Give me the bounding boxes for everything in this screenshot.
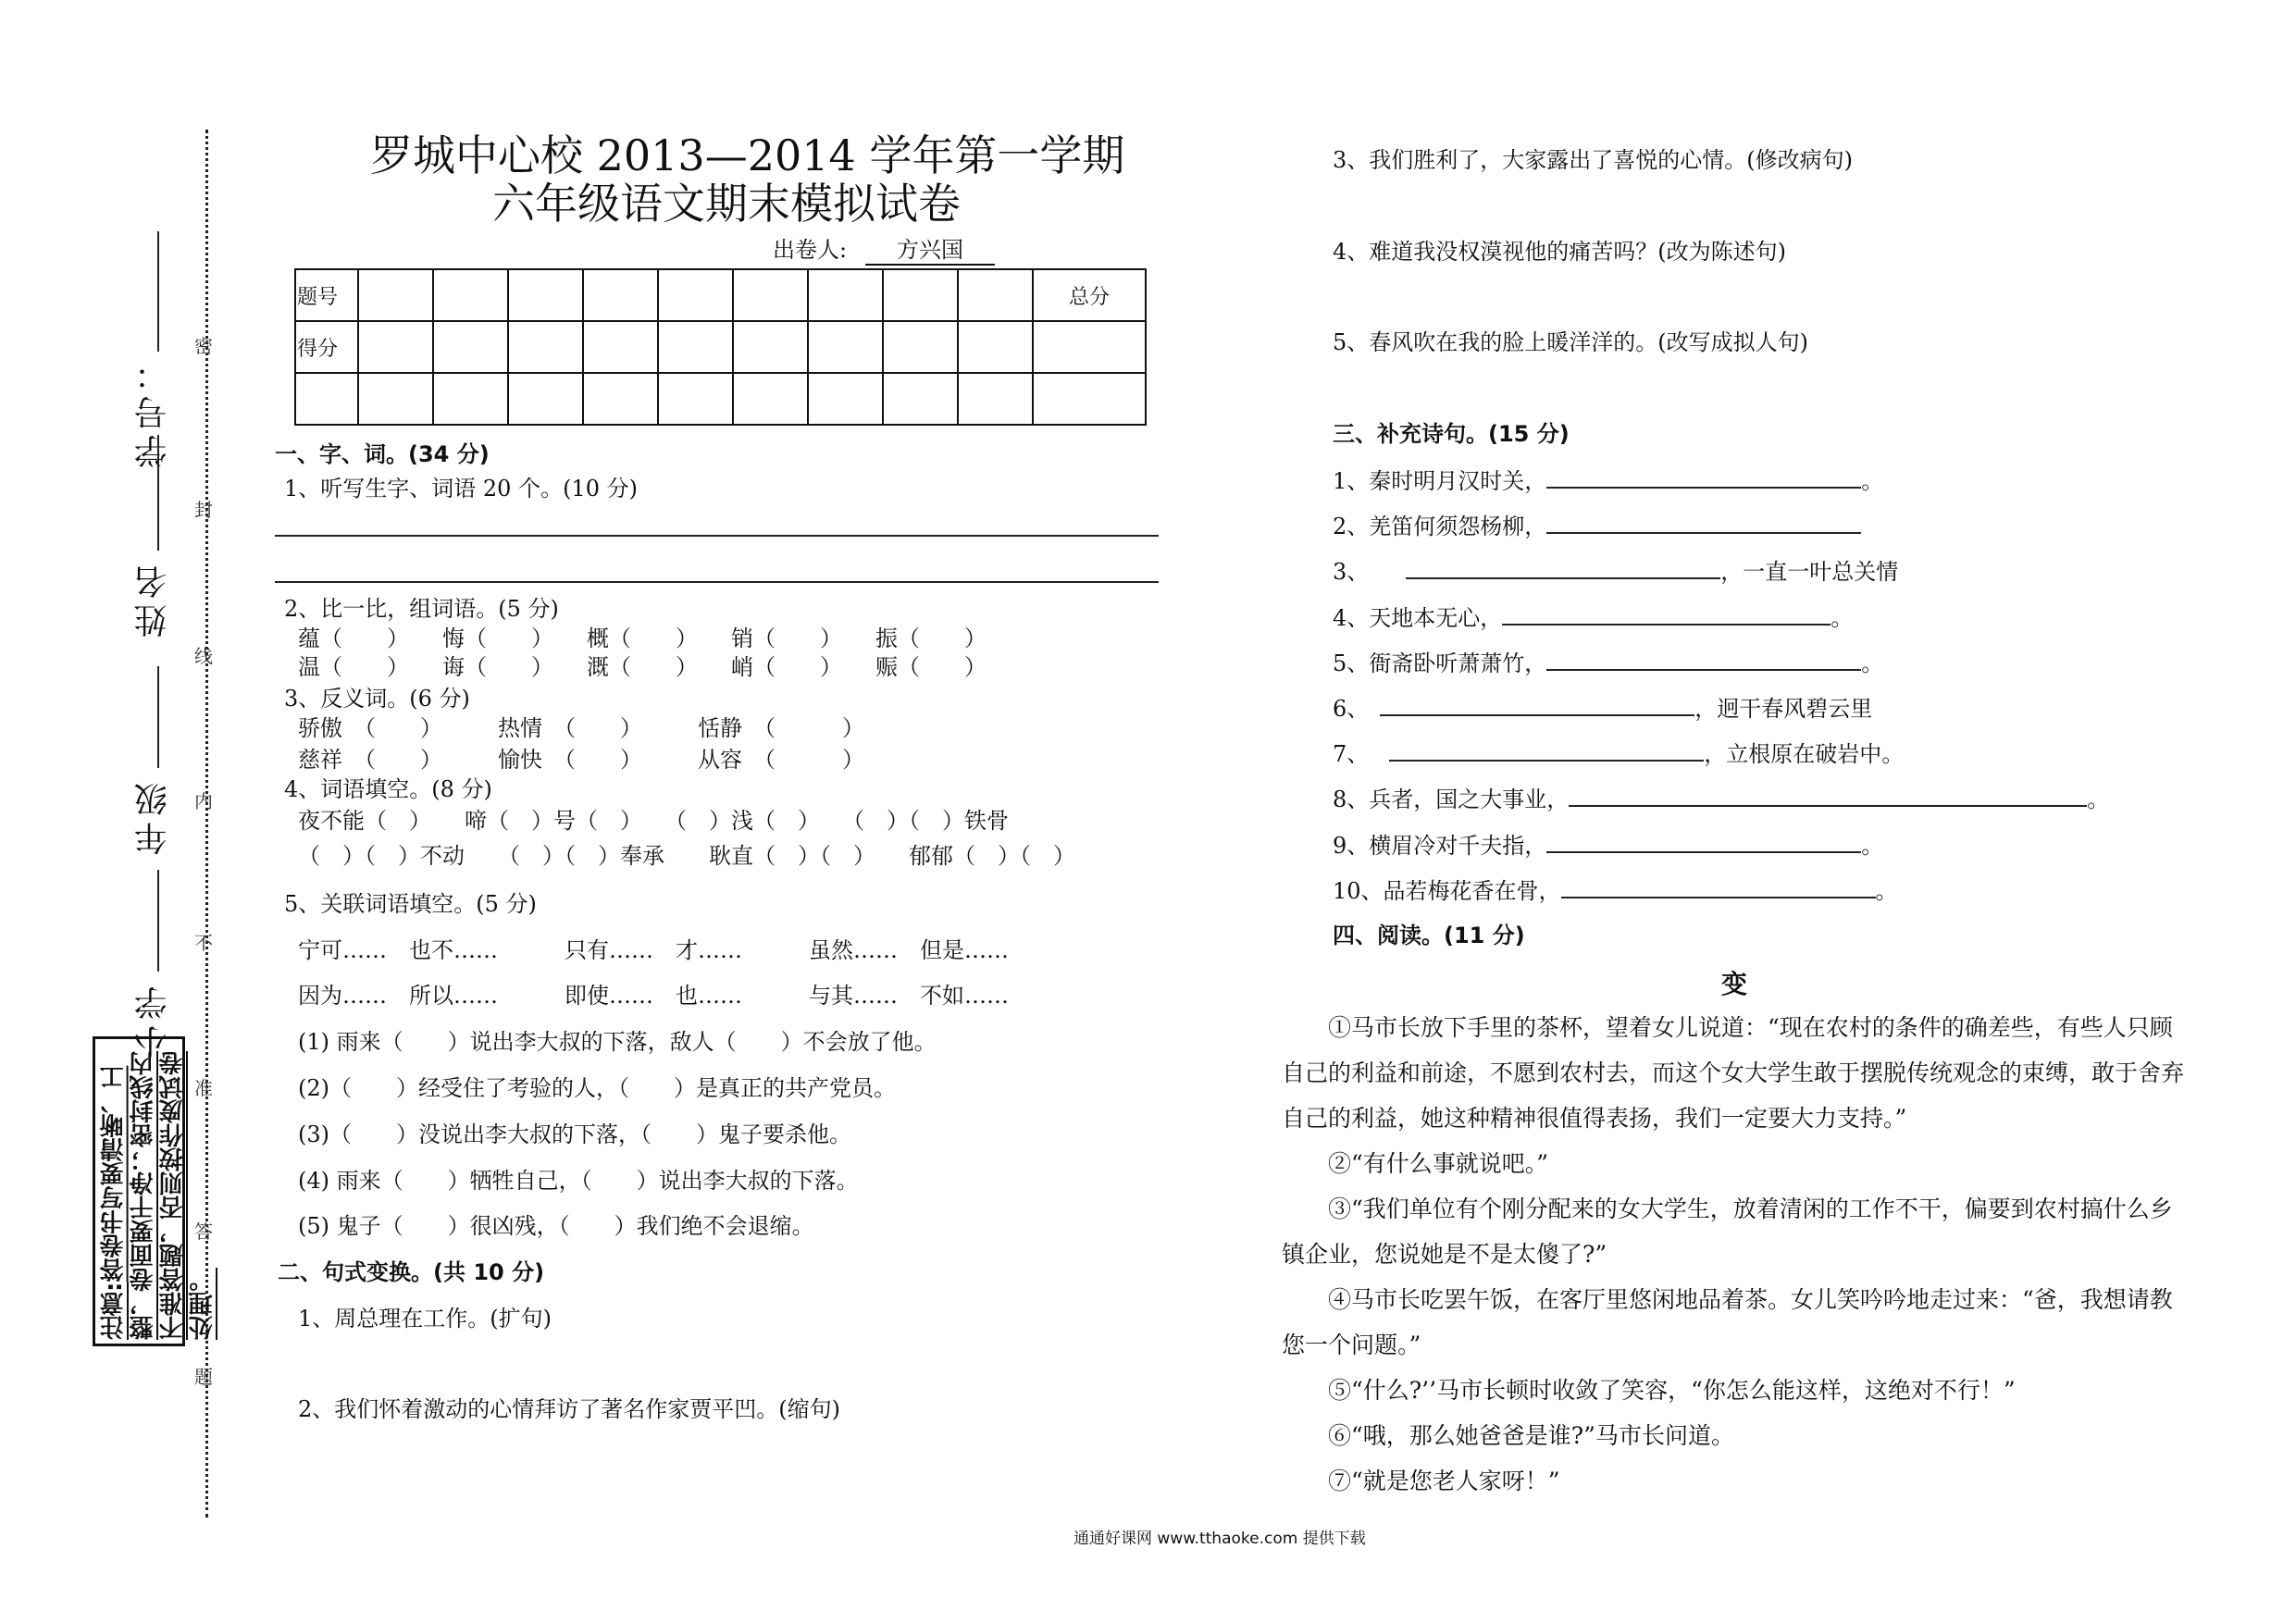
poem-item xyxy=(1333,649,1883,677)
score-cell[interactable] xyxy=(508,373,583,425)
seal-char-4: 内 xyxy=(194,790,213,812)
seal-char-8: 题 xyxy=(194,1366,213,1388)
seal-char-7: 答 xyxy=(194,1220,213,1243)
notice-text: 答卷书写要清晰、工整，卷面要干净；密封线内不准答题，否则按作废试卷处理。 xyxy=(100,1051,217,1340)
score-cell[interactable] xyxy=(433,269,508,321)
dictation-line-2[interactable] xyxy=(275,581,1159,583)
name-line[interactable] xyxy=(157,435,159,551)
score-cell[interactable] xyxy=(658,321,733,373)
poem-post: 。 xyxy=(1831,605,1854,631)
footer-credit: 通通好课网 www.tthaoke.com 提供下载 xyxy=(1074,1530,1366,1548)
poem-blank[interactable] xyxy=(1546,512,1861,534)
poem-blank[interactable] xyxy=(1546,466,1861,489)
score-cell[interactable] xyxy=(433,321,508,373)
score-cell[interactable] xyxy=(358,321,433,373)
poem-post: 。 xyxy=(1875,878,1898,904)
poem-post: ，立根原在破岩中。 xyxy=(1704,741,1905,767)
school-line[interactable] xyxy=(157,870,159,972)
poem-blank[interactable] xyxy=(1406,557,1720,579)
score-table-row2-label: 得分 xyxy=(295,321,358,373)
score-cell[interactable] xyxy=(295,373,358,425)
score-cell[interactable] xyxy=(808,373,883,425)
story-title: 变 xyxy=(1721,969,1748,999)
poem-post: 。 xyxy=(1861,650,1884,676)
poem-post: 。 xyxy=(1861,833,1884,859)
student-id-line[interactable] xyxy=(157,231,159,352)
section1-q3-row1: 骄傲 （ ） 热情 （ ） 恬静 （ ） xyxy=(298,715,864,741)
story-paragraph-4: ④马市长吃罢午饭，在客厅里悠闲地品着茶。女儿笑吟吟地走过来：“爸，我想请教您一个问题。” xyxy=(1282,1286,2173,1358)
poem-blank[interactable] xyxy=(1569,785,2087,807)
poem-item xyxy=(1333,512,1861,540)
poem-blank[interactable] xyxy=(1380,694,1694,716)
poem-post: 。 xyxy=(2087,787,2110,812)
score-cell[interactable] xyxy=(883,321,958,373)
poem-blank[interactable] xyxy=(1561,876,1876,898)
section1-q5-row2: 因为…… 所以…… 即使…… 也…… 与其…… 不如…… xyxy=(298,983,1009,1009)
score-cell[interactable] xyxy=(958,321,1033,373)
score-cell[interactable] xyxy=(958,269,1033,321)
score-cell[interactable] xyxy=(658,269,733,321)
poem-blank[interactable] xyxy=(1389,739,1704,762)
section2-q2: 2、我们怀着激动的心情拜访了著名作家贾平凹。(缩句) xyxy=(298,1396,840,1422)
score-cell[interactable] xyxy=(733,321,808,373)
notice-label: 注意: xyxy=(100,1282,128,1340)
score-cell[interactable] xyxy=(658,373,733,425)
notice-box xyxy=(93,1036,217,1346)
score-cell[interactable] xyxy=(508,321,583,373)
section1-q4-row1: 夜不能（ ） 啼（ ）号（ ） （ ）浅（ ） （ ）（ ）铁骨 xyxy=(298,808,1009,834)
poem-blank[interactable] xyxy=(1546,649,1861,671)
section1-q5-sentence-1: (1) 雨来（ ）说出李大叔的下落，敌人（ ）不会放了他。 xyxy=(298,1029,937,1055)
story-paragraph-5: ⑤“什么?’’马市长顿时收敛了笑容，“你怎么能这样，这绝对不行！” xyxy=(1328,1377,2016,1404)
seal-char-6: 准 xyxy=(194,1077,213,1099)
poem-pre: 4、天地本无心， xyxy=(1333,605,1503,631)
poem-pre: 3、 xyxy=(1333,559,1370,585)
poem-item xyxy=(1333,466,1883,495)
poem-pre: 2、羌笛何须怨杨柳， xyxy=(1333,514,1547,539)
score-table-row1-label: 题号 xyxy=(295,269,358,321)
poem-item xyxy=(1333,831,1883,860)
section1-heading: 一、字、词。(34 分) xyxy=(275,441,490,467)
poem-pre: 7、 xyxy=(1333,741,1370,767)
score-cell[interactable] xyxy=(433,373,508,425)
poem-item xyxy=(1333,694,1872,723)
poem-pre: 10、品若梅花香在骨， xyxy=(1333,878,1561,904)
section1-q4: 4、词语填空。(8 分) xyxy=(284,776,492,802)
poem-pre: 1、秦时明月汉时关， xyxy=(1333,468,1547,494)
exam-title-line2: 六年级语文期末模拟试卷 xyxy=(492,179,961,229)
score-cell[interactable] xyxy=(808,321,883,373)
exam-title-line1: 罗城中心校 2013—2014 学年第一学期 xyxy=(370,130,1125,180)
section1-q4-row2: （ ）（ ）不动 （ ）（ ）奉承 耿直（ ）（ ） 郁郁（ ）（ ） xyxy=(298,843,1075,869)
poem-pre: 6、 xyxy=(1333,696,1370,722)
school-label: 小学 xyxy=(134,981,172,1059)
section2-q3: 3、我们胜利了，大家露出了喜悦的心情。(修改病句) xyxy=(1333,147,1853,173)
poem-pre: 9、横眉冷对千夫指， xyxy=(1333,833,1547,859)
score-cell[interactable] xyxy=(883,269,958,321)
score-cell[interactable] xyxy=(583,321,658,373)
score-cell[interactable] xyxy=(508,269,583,321)
name-label: 姓名 xyxy=(134,560,172,638)
story-paragraph-3: ③“我们单位有个刚分配来的女大学生，放着清闲的工作不干，偏要到农村搞什么乡镇企业，您说她是不是太傻了?” xyxy=(1282,1196,2173,1268)
section2-q5: 5、春风吹在我的脸上暖洋洋的。(改写成拟人句) xyxy=(1333,329,1808,355)
student-id-label: 学号： xyxy=(134,352,172,468)
score-cell[interactable] xyxy=(808,269,883,321)
score-cell[interactable] xyxy=(733,373,808,425)
dictation-line-1[interactable] xyxy=(275,535,1159,537)
poem-pre: 8、兵者，国之大事业， xyxy=(1333,787,1570,812)
score-cell[interactable] xyxy=(358,269,433,321)
seal-char-2: 封 xyxy=(194,499,213,521)
grade-line[interactable] xyxy=(157,666,159,768)
section1-q2-row2: 温（ ） 诲（ ） 溉（ ） 峭（ ） 赈（ ） xyxy=(298,654,987,680)
story-paragraph-2: ②“有什么事就说吧。” xyxy=(1328,1150,1549,1177)
section1-q3-row2: 慈祥 （ ） 愉快 （ ） 从容 （ ） xyxy=(298,747,864,773)
score-cell[interactable] xyxy=(1033,321,1146,373)
section1-q2-row1: 蕴（ ） 悔（ ） 概（ ） 销（ ） 振（ ） xyxy=(298,626,987,651)
section1-q3: 3、反义词。(6 分) xyxy=(284,686,470,712)
poem-pre: 5、衙斋卧听萧萧竹， xyxy=(1333,650,1547,676)
poem-item xyxy=(1333,876,1898,905)
section4-heading: 四、阅读。(11 分) xyxy=(1333,923,1525,948)
section1-q5-sentence-2: (2)（ ）经受住了考验的人，（ ）是真正的共产党员。 xyxy=(298,1075,896,1101)
poem-item xyxy=(1333,603,1853,632)
section1-q5-sentence-4: (4) 雨来（ ）牺牲自己，（ ）说出李大叔的下落。 xyxy=(298,1168,859,1194)
score-table-total-label: 总分 xyxy=(1033,269,1146,321)
seal-char-3: 线 xyxy=(194,645,213,667)
section1-q1: 1、听写生字、词语 20 个。(10 分) xyxy=(284,476,638,502)
score-cell[interactable] xyxy=(1033,373,1146,425)
score-cell[interactable] xyxy=(733,269,808,321)
poem-post: ，迥干春风碧云里 xyxy=(1694,696,1873,722)
poem-blank[interactable] xyxy=(1546,831,1861,853)
grade-label: 年级 xyxy=(134,777,172,855)
section1-q5-sentence-5: (5) 鬼子（ ）很凶残，（ ）我们绝不会退缩。 xyxy=(298,1213,814,1239)
poem-post: 。 xyxy=(1861,468,1884,494)
story-paragraph-6: ⑥“哦，那么她爸爸是谁?”马市长问道。 xyxy=(1328,1422,1734,1449)
section2-q1: 1、周总理在工作。(扩句) xyxy=(298,1306,552,1332)
score-cell[interactable] xyxy=(583,373,658,425)
seal-char-5: 不 xyxy=(194,932,213,954)
section3-heading: 三、补充诗句。(15 分) xyxy=(1333,421,1570,447)
poem-post: ，一直一叶总关情 xyxy=(1720,559,1899,585)
story-paragraph-1: ①马市长放下手里的茶杯，望着女儿说道：“现在农村的条件的确差些，有些人只顾自己的利益和前途，不愿到农村去，而这个女大学生敢于摆脱传统观念的束缚，敢于舍弃自己的利益，她这种精神很值得表扬，我们一定要大力支持。” xyxy=(1282,1014,2185,1132)
section1-q5-row1: 宁可…… 也不…… 只有…… 才…… 虽然…… 但是…… xyxy=(298,937,1009,963)
poem-blank[interactable] xyxy=(1502,603,1831,626)
score-cell[interactable] xyxy=(883,373,958,425)
poem-item xyxy=(1333,739,1904,768)
seal-char-1: 密 xyxy=(194,335,213,357)
section1-q2: 2、比一比，组词语。(5 分) xyxy=(284,596,559,622)
section1-q5-sentence-3: (3)（ ）没说出李大叔的下落，（ ）鬼子要杀他。 xyxy=(298,1121,851,1147)
score-table xyxy=(294,268,1147,426)
poem-item xyxy=(1333,785,2109,813)
score-cell[interactable] xyxy=(958,373,1033,425)
score-cell[interactable] xyxy=(358,373,433,425)
author-name: 方兴国 xyxy=(865,236,995,266)
story-paragraph-7: ⑦“就是您老人家呀！” xyxy=(1328,1468,1560,1494)
poem-item xyxy=(1333,557,1898,586)
section1-q5: 5、关联词语填空。(5 分) xyxy=(284,891,537,917)
score-cell[interactable] xyxy=(583,269,658,321)
section2-heading: 二、句式变换。(共 10 分) xyxy=(278,1259,545,1285)
section2-q4: 4、难道我没权漠视他的痛苦吗？(改为陈述句) xyxy=(1333,239,1786,265)
author-label: 出卷人: xyxy=(773,237,848,263)
